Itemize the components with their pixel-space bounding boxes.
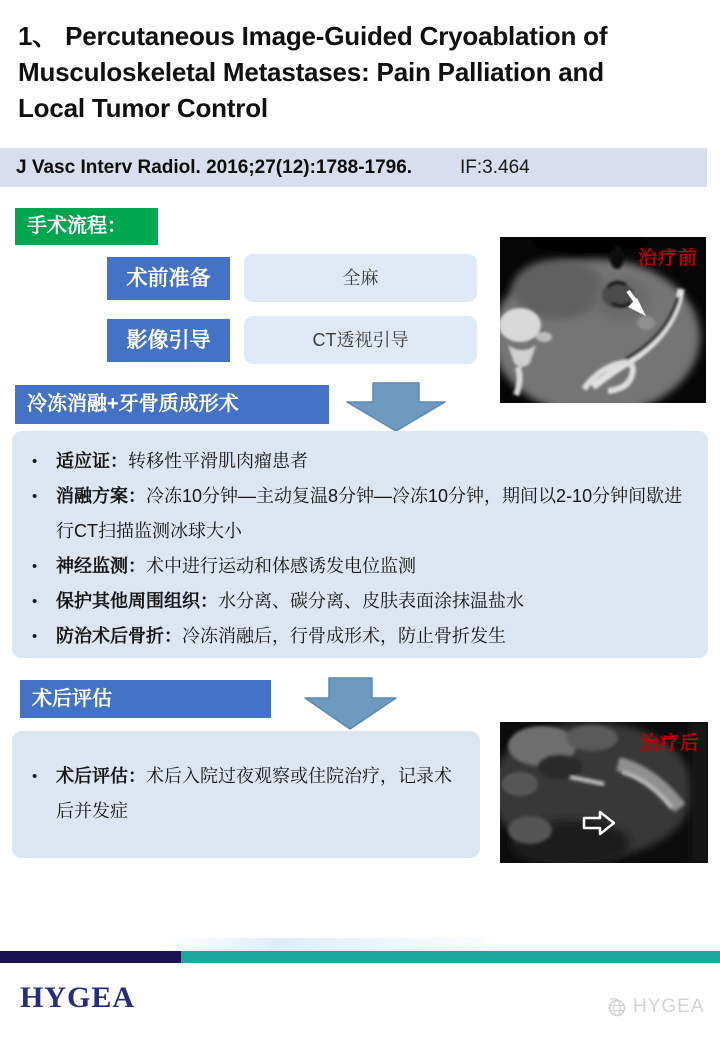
step-label-image-guidance: 影像引导 — [107, 319, 230, 362]
scan-caption-pre: 治疗前 — [637, 248, 698, 269]
ct-scan-pre-treatment — [500, 237, 706, 403]
bullet-ablation-protocol — [30, 479, 684, 549]
step-label-preop: 术前准备 — [107, 257, 230, 300]
citation-reference: J Vasc Interv Radiol. 2016;27(12):1788-1796. — [16, 157, 413, 178]
bullet-label: 适应证： — [56, 451, 128, 471]
watermark — [606, 996, 705, 1018]
scan-caption-post: 治疗后 — [639, 733, 700, 754]
bullet-label: 神经监测： — [56, 556, 146, 576]
bullet-label: 防治术后骨折： — [56, 626, 182, 646]
bullet-label: 保护其他周围组织： — [56, 591, 218, 611]
impact-factor: IF:3.464 — [460, 157, 530, 178]
section-label-surgical-flow: 手术流程： — [15, 208, 158, 245]
step-value-ct-guidance: CT透视引导 — [244, 316, 477, 364]
footer-accent-wedge — [160, 938, 490, 951]
bullet-text: 水分离、碳分离、皮肤表面涂抹温盐水 — [218, 591, 524, 611]
bullet-text: 术后入院过夜观察或住院治疗，记录术后并发症 — [56, 766, 452, 821]
bullet-dot-icon: • — [32, 453, 38, 470]
title-line-1: 1、 Percutaneous Image-Guided Cryoablation of — [18, 21, 608, 51]
bullet-label: 术后评估： — [56, 766, 146, 786]
down-arrow-icon — [303, 677, 398, 730]
postop-header-box: 术后评估 — [20, 680, 271, 718]
bullet-dot-icon: • — [32, 768, 38, 785]
bullet-text: 冷冻10分钟—主动复温8分钟—冷冻10分钟，期间以2-10分钟间歇进行CT扫描监测冰球大小 — [56, 486, 683, 541]
bullet-text: 冷冻消融后，行骨成形术，防止骨折发生 — [182, 626, 506, 646]
bullet-text: 术中进行运动和体感诱发电位监测 — [146, 556, 416, 576]
bullet-text: 转移性平滑肌肉瘤患者 — [128, 451, 308, 471]
title-line-2: Musculoskeletal Metastases: Pain Palliation and — [18, 57, 604, 87]
bullet-label: 消融方案： — [56, 486, 146, 506]
page-title — [18, 18, 702, 126]
procedure-details-panel — [12, 431, 708, 658]
bullet-tissue-protection — [30, 584, 684, 619]
procedure-header-box: 冷冻消融+牙骨质成形术 — [15, 385, 329, 424]
bullet-postop-assessment — [30, 759, 466, 829]
bullet-dot-icon: • — [32, 593, 38, 610]
bullet-indication — [30, 444, 684, 479]
bullet-dot-icon: • — [32, 558, 38, 575]
footer-bar-navy — [0, 951, 181, 963]
bullet-fracture-prevention — [30, 619, 684, 654]
mri-scan-post-treatment — [500, 722, 708, 863]
hygea-logo: HYGEA — [20, 981, 136, 1014]
down-arrow-icon — [345, 382, 447, 432]
citation-bar — [0, 148, 707, 187]
postop-details-panel — [12, 731, 480, 858]
bullet-dot-icon: • — [32, 628, 38, 645]
watermark-text: HYGEA — [633, 996, 705, 1017]
title-line-3: Local Tumor Control — [18, 93, 268, 123]
globe-icon — [606, 996, 628, 1018]
step-value-anesthesia: 全麻 — [244, 254, 477, 302]
bullet-nerve-monitoring — [30, 549, 684, 584]
footer-bar-teal — [181, 951, 720, 963]
bullet-dot-icon: • — [32, 488, 38, 505]
